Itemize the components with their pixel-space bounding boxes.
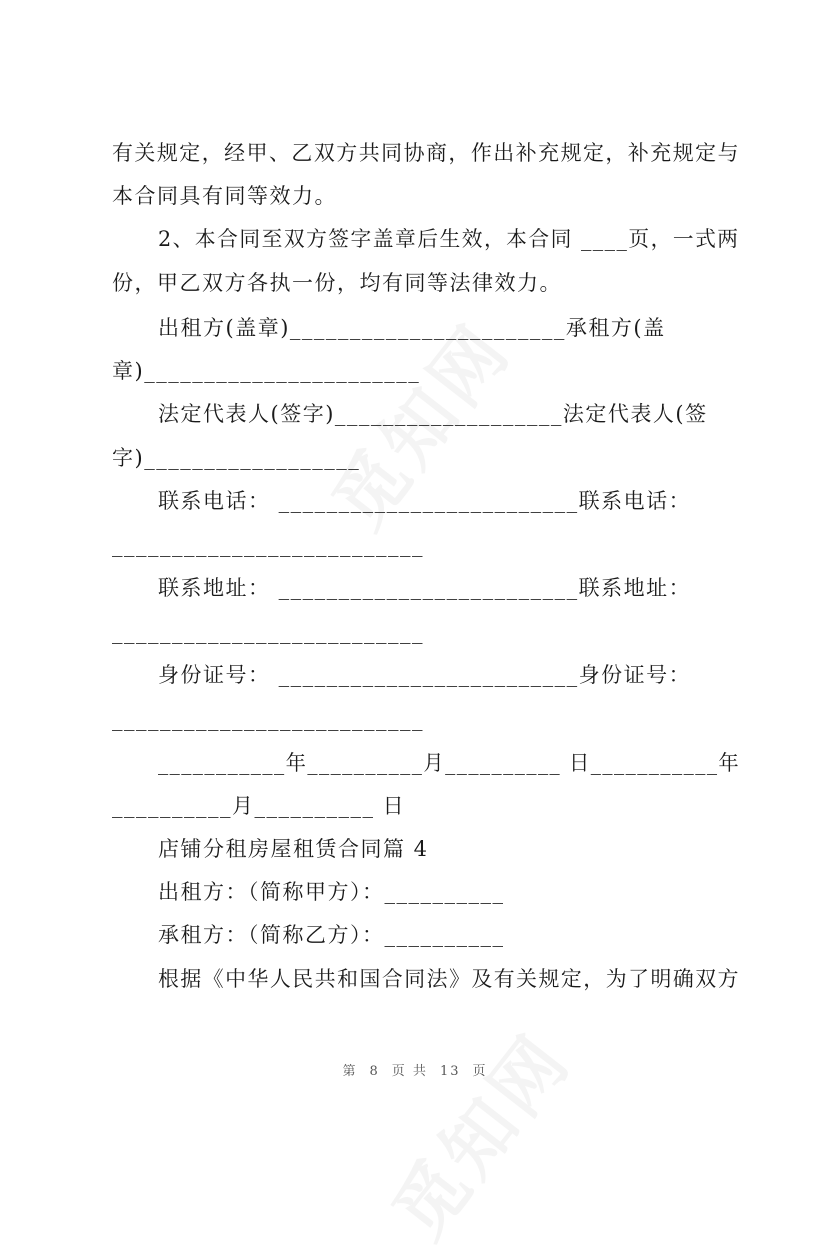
- body-line: 承租方：（简称乙方）：__________: [158, 923, 505, 947]
- footer-prefix: 第: [342, 1064, 358, 1079]
- body-line: 根据《中华人民共和国合同法》及有关规定，为了明确双方: [158, 967, 740, 991]
- body-line: ___________年__________月__________ 日___________年: [158, 751, 741, 775]
- page-footer: [0, 1060, 830, 1079]
- watermark-bottom: [364, 1008, 590, 1256]
- body-line: 联系电话： _________________________联系电话：: [158, 489, 692, 513]
- body-line: __________________________: [112, 620, 424, 644]
- body-line: 出租方(盖章)_______________________承租方(盖: [158, 316, 666, 340]
- footer-middle: 页 共: [391, 1064, 428, 1079]
- body-line: __________月__________ 日: [112, 794, 406, 818]
- footer-total-pages: 13: [439, 1064, 461, 1079]
- body-line: 章)_______________________: [112, 359, 421, 383]
- body-line: 法定代表人(签字)___________________法定代表人(签: [158, 402, 708, 426]
- section-heading: 店铺分租房屋租赁合同篇 4: [158, 837, 429, 861]
- body-line: 字)__________________: [112, 446, 361, 470]
- footer-current-page: 8: [369, 1064, 380, 1079]
- body-line: 份，甲乙双方各执一份，均有同等法律效力。: [112, 271, 562, 295]
- body-line: __________________________: [112, 533, 424, 557]
- body-line: 有关规定，经甲、乙双方共同协商，作出补充规定，补充规定与: [112, 141, 740, 165]
- footer-suffix: 页: [472, 1064, 488, 1079]
- body-line: 联系地址： _________________________联系地址：: [158, 576, 692, 600]
- body-line: __________________________: [112, 707, 424, 731]
- body-line: 本合同具有同等效力。: [112, 184, 337, 208]
- body-line: 出租方：（简称甲方）：__________: [158, 880, 505, 904]
- body-line: 身份证号： _________________________身份证号：: [158, 663, 692, 687]
- body-line: 2、本合同至双方签字盖章后生效，本合同 ____页，一式两: [158, 227, 740, 251]
